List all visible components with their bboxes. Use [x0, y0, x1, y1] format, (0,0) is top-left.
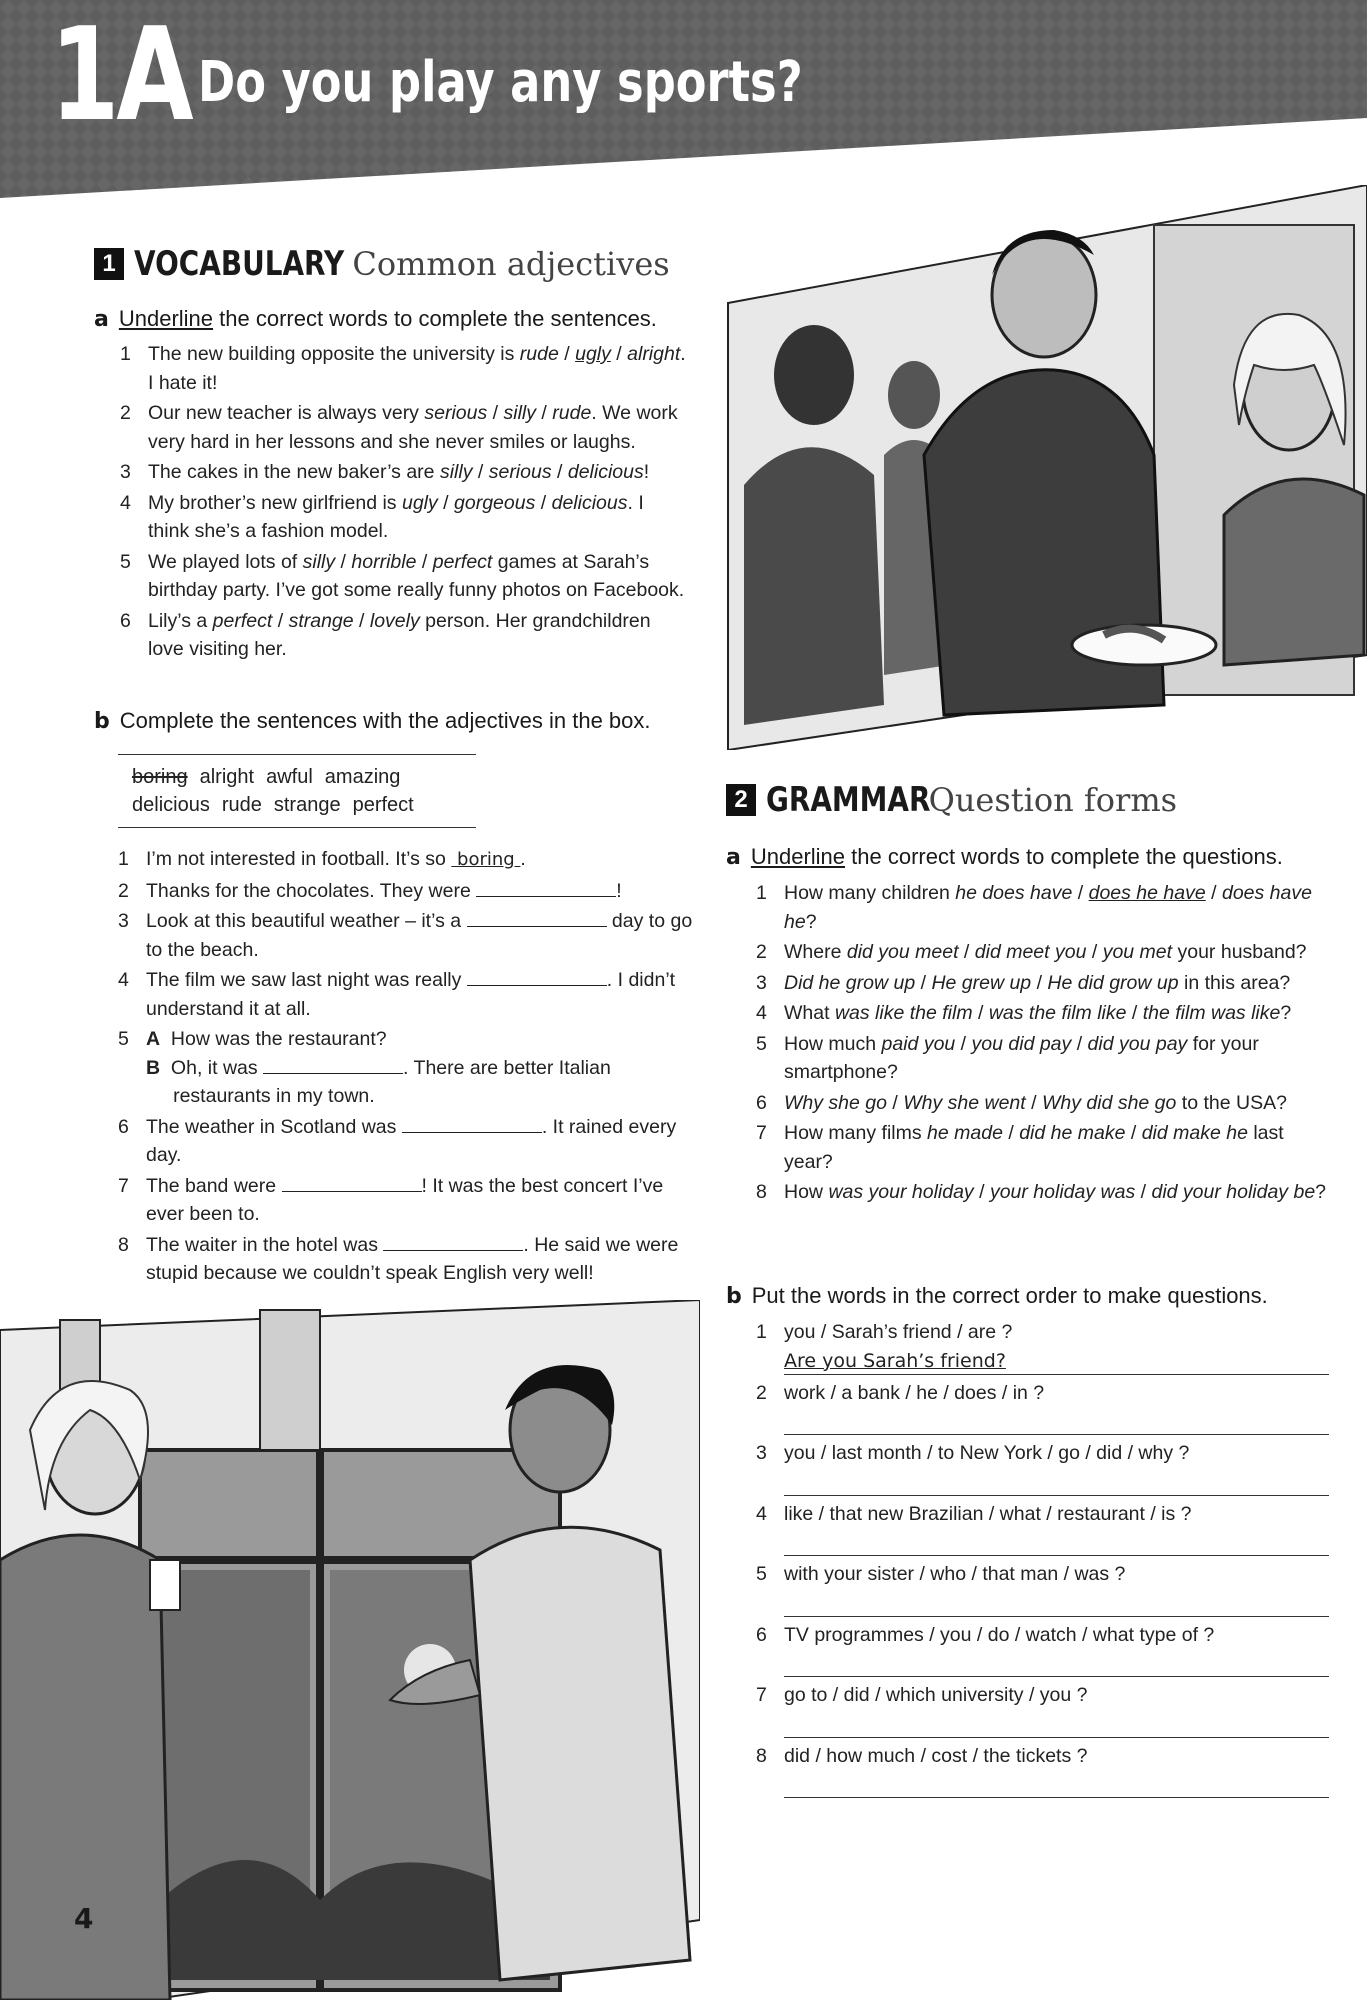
party-illustration: [724, 185, 1367, 750]
list-item: [118, 845, 693, 875]
item-text: My brother’s new girlfriend is ugly / gorgeous / delicious. I think she’s a fashion model.: [148, 491, 644, 542]
item-number: 3: [118, 910, 129, 932]
grammar-b-instruction: [726, 1283, 1268, 1309]
section-number: 1: [94, 248, 124, 280]
item-number: 4: [118, 969, 129, 991]
item-number: 1: [756, 1321, 767, 1343]
window-conversation-illustration: [0, 1300, 700, 2000]
item-text: The waiter in the hotel was . He said we were stupid because we couldn’t speak English very well!: [146, 1233, 679, 1284]
section-subtitle: Common adjectives: [352, 245, 670, 283]
item-text: Our new teacher is always very serious / silly / rude. We work very hard in her lessons and she never smiles or laughs.: [148, 402, 678, 453]
item-prompt: like / that new Brazilian / what / restaurant / is ?: [784, 1502, 1192, 1525]
box-word: strange: [273, 794, 341, 816]
item-text: A How was the restaurant? B Oh, it was . There are better Italian restaurants in my town.: [146, 1028, 611, 1107]
item-text: How much paid you / you did pay / did you pay for your smartphone?: [784, 1032, 1259, 1083]
item-number: 3: [756, 971, 767, 994]
item-prompt: did / how much / cost / the tickets ?: [784, 1744, 1088, 1767]
item-text: The weather in Scotland was . It rained every day.: [146, 1115, 677, 1166]
grammar-b-list: [756, 1318, 1336, 1802]
list-item: [118, 1231, 693, 1288]
item-number: 6: [756, 1091, 767, 1114]
item-number: 7: [756, 1684, 767, 1706]
instruction-underline-word: Underline: [750, 844, 846, 869]
item-number: 5: [756, 1563, 767, 1585]
answer-line[interactable]: [784, 1347, 1329, 1375]
list-item: [756, 938, 1336, 967]
vocabulary-a-list: [120, 340, 690, 666]
list-item: [120, 458, 690, 487]
item-number: 5: [756, 1032, 767, 1055]
vocabulary-heading: [94, 244, 670, 284]
item-prompt: go to / did / which university / you ?: [784, 1684, 1088, 1706]
example-answer: Are you Sarah’s friend?: [784, 1349, 1006, 1372]
item-text: Why she go / Why she went / Why did she go to the USA?: [784, 1091, 1287, 1114]
item-number: 3: [756, 1442, 767, 1464]
list-item: [118, 907, 693, 964]
item-text: How many films he made / did he make / did make he last year?: [784, 1122, 1284, 1173]
item-text: Where did you meet / did meet you / you met your husband?: [784, 941, 1307, 963]
unit-title: Do you play any sports?: [198, 50, 803, 115]
item-number: 5: [118, 1028, 129, 1050]
box-word: rude: [221, 794, 262, 816]
item-text: Did he grow up / He grew up / He did grow up in this area?: [784, 971, 1291, 994]
item-number: 8: [756, 1181, 767, 1203]
list-item: [756, 1030, 1336, 1087]
item-number: 8: [756, 1744, 767, 1767]
item-number: 4: [756, 1002, 767, 1024]
vocabulary-a-instruction: [94, 306, 657, 332]
vocabulary-b-instruction: [94, 708, 651, 734]
item-number: 6: [118, 1115, 129, 1138]
list-item: [118, 1113, 693, 1170]
answer-line[interactable]: [784, 1468, 1329, 1496]
answer-line[interactable]: [784, 1710, 1329, 1738]
box-word: alright: [199, 766, 255, 788]
item-number: 7: [756, 1122, 767, 1144]
answer-line[interactable]: [784, 1589, 1329, 1617]
list-item: [118, 1172, 693, 1229]
answer-line[interactable]: [784, 1770, 1329, 1798]
item-prompt: with your sister / who / that man / was ?: [784, 1563, 1126, 1585]
item-number: 2: [118, 879, 129, 902]
item-number: 1: [118, 848, 129, 870]
box-word: perfect: [352, 794, 414, 816]
instruction-text: the correct words to complete the questions.: [845, 844, 1283, 869]
item-number: 1: [756, 882, 767, 904]
item-text: The film we saw last night was really . I didn’t understand it at all.: [146, 969, 676, 1020]
list-item: [756, 1178, 1336, 1207]
page-number: 4: [74, 1902, 94, 1935]
section-title: GRAMMAR: [766, 780, 931, 820]
item-text: I’m not interested in football. It’s so boring .: [146, 848, 526, 870]
item-text: How many children he does have / does he have / does have he?: [784, 882, 1312, 933]
item-number: 2: [756, 1381, 767, 1404]
exercise-letter: b: [726, 1284, 742, 1309]
item-text: We played lots of silly / horrible / perfect games at Sarah’s birthday party. I’ve got some really funny photos on Facebook.: [148, 550, 685, 601]
instruction-underline-word: Underline: [118, 306, 214, 331]
list-item: [756, 1318, 1336, 1375]
item-number: 5: [120, 550, 131, 573]
word-box: [118, 754, 476, 828]
list-item: [756, 1379, 1336, 1436]
grammar-heading: [726, 780, 1177, 820]
list-item: [756, 1500, 1336, 1557]
item-number: 8: [118, 1233, 129, 1256]
list-item: [120, 399, 690, 456]
item-text: Look at this beautiful weather – it’s a day to go to the beach.: [146, 910, 693, 961]
answer-line[interactable]: [784, 1407, 1329, 1435]
item-prompt: TV programmes / you / do / watch / what type of ?: [784, 1623, 1215, 1646]
list-item: [756, 999, 1336, 1028]
box-word: amazing: [324, 766, 401, 788]
section-subtitle: Question forms: [928, 781, 1178, 819]
box-word: awful: [266, 766, 313, 788]
unit-code: 1A: [50, 1, 191, 150]
item-prompt: you / last month / to New York / go / did / why ?: [784, 1442, 1190, 1464]
list-item: [118, 1025, 693, 1111]
unit-header-banner: [0, 0, 1367, 200]
list-item: [756, 1439, 1336, 1496]
answer-line[interactable]: [784, 1528, 1329, 1556]
list-item: [118, 966, 693, 1023]
exercise-letter: b: [94, 709, 110, 734]
answer-line[interactable]: [784, 1649, 1329, 1677]
item-number: 1: [120, 343, 131, 365]
box-word: boring: [132, 766, 188, 788]
item-number: 6: [120, 609, 131, 632]
item-number: 4: [756, 1502, 767, 1525]
list-item: [756, 1089, 1336, 1118]
grammar-a-list: [756, 879, 1336, 1209]
item-number: 2: [756, 941, 767, 963]
list-item: [756, 1621, 1336, 1678]
item-number: 4: [120, 491, 131, 514]
list-item: [756, 1742, 1336, 1799]
item-number: 7: [118, 1174, 129, 1197]
instruction-text: the correct words to complete the sentences.: [213, 306, 657, 331]
item-prompt: you / Sarah’s friend / are ?: [784, 1321, 1013, 1343]
box-word: delicious: [132, 794, 210, 816]
instruction-text: Put the words in the correct order to make questions.: [751, 1283, 1268, 1308]
item-number: 2: [120, 402, 131, 424]
exercise-letter: a: [726, 845, 741, 870]
item-number: 3: [120, 461, 131, 483]
word-box-row: [132, 763, 462, 791]
list-item: [756, 1119, 1336, 1176]
list-item: [756, 969, 1336, 998]
item-number: 6: [756, 1623, 767, 1646]
item-text: The new building opposite the university is rude / ugly / alright. I hate it!: [148, 343, 686, 394]
instruction-text: Complete the sentences with the adjectives in the box.: [119, 708, 651, 733]
vocabulary-b-list: [118, 845, 693, 1290]
list-item: [756, 1560, 1336, 1617]
list-item: [756, 879, 1336, 936]
list-item: [120, 340, 690, 397]
item-text: How was your holiday / your holiday was / did your holiday be?: [784, 1181, 1327, 1203]
list-item: [120, 607, 690, 664]
item-text: The cakes in the new baker’s are silly / serious / delicious!: [148, 461, 650, 483]
item-text: Thanks for the chocolates. They were !: [146, 879, 622, 902]
exercise-letter: a: [94, 307, 109, 332]
section-number: 2: [726, 784, 756, 816]
list-item: [120, 548, 690, 605]
list-item: [756, 1681, 1336, 1738]
list-item: [118, 877, 693, 906]
word-box-row: [132, 791, 462, 819]
item-text: What was like the film / was the film like / the film was like?: [784, 1002, 1292, 1024]
item-text: The band were ! It was the best concert I’ve ever been to.: [146, 1174, 664, 1225]
list-item: [120, 489, 690, 546]
grammar-a-instruction: [726, 844, 1283, 870]
item-text: Lily’s a perfect / strange / lovely person. Her grandchildren love visiting her.: [148, 609, 651, 660]
section-title: VOCABULARY: [134, 244, 345, 284]
item-prompt: work / a bank / he / does / in ?: [784, 1381, 1045, 1404]
